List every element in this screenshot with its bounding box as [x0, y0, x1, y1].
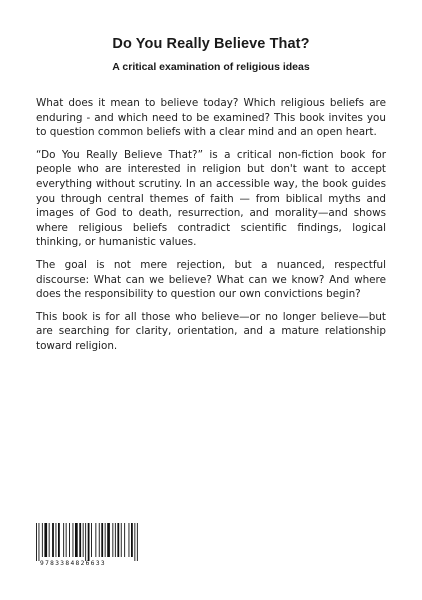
barcode-bar: [99, 523, 100, 557]
barcode-bar: [69, 523, 70, 557]
barcode-bar: [79, 523, 81, 557]
barcode-bar: [131, 523, 133, 557]
barcode-bar: [36, 523, 37, 561]
barcode-bar: [134, 523, 135, 561]
book-subtitle: A critical examination of religious ideas: [112, 61, 310, 73]
barcode-bar: [88, 523, 90, 561]
barcode-bar: [101, 523, 103, 557]
barcode-bar: [117, 523, 119, 557]
barcode-bar: [121, 523, 122, 557]
barcode-bar: [66, 523, 67, 557]
barcode-bar: [58, 523, 60, 557]
isbn-barcode: [34, 523, 144, 571]
barcode-bar: [107, 523, 110, 557]
barcode-bar: [129, 523, 130, 557]
barcode-bar: [39, 523, 40, 561]
barcode-bar: [42, 523, 43, 557]
blurb-paragraph-3: The goal is not mere rejection, but a nuanced, respectful discourse: What can we believe? What can we know? And where does the responsibility to question our own convictions begin?: [36, 258, 386, 301]
barcode-bar: [105, 523, 106, 557]
barcode-bar: [112, 523, 113, 557]
barcode-bar: [83, 523, 84, 557]
barcode-bar: [49, 523, 50, 557]
barcode-bar: [91, 523, 92, 557]
barcode-bar: [95, 523, 96, 557]
barcode-bar: [44, 523, 47, 557]
barcode-bar: [52, 523, 54, 557]
barcode-bar: [115, 523, 116, 557]
back-cover-blurb: [36, 96, 386, 362]
barcode-bar: [63, 523, 64, 557]
barcode-bar: [73, 523, 74, 557]
barcode-bars: [34, 523, 144, 561]
blurb-paragraph-2: “Do You Really Believe That?” is a critical non-fiction book for people who are interested in religion but don't want to accept everything without scrutiny. In an accessible way, the book guides you through central themes of faith — from biblical myths and images of God to death, resurrection, and morality—and shows where religious beliefs contradict scientific findings, logical thinking, or humanistic values.: [36, 148, 386, 249]
book-title: Do You Really Believe That?: [112, 36, 310, 52]
barcode-bar: [137, 523, 138, 561]
isbn-number: 9783384826633: [40, 560, 106, 567]
blurb-paragraph-1: What does it mean to believe today? Which religious beliefs are enduring - and which need to be examined? This book invites you to question common beliefs with a clear mind and an open heart.: [36, 97, 386, 139]
barcode-bar: [75, 523, 78, 557]
blurb-paragraph-4: This book is for all those who believe—or no longer believe—but are searching for clarity, orientation, and a mature relationship toward religion.: [36, 310, 386, 352]
barcode-bar: [85, 523, 86, 561]
barcode-bar: [56, 523, 57, 557]
barcode-bar: [124, 523, 125, 557]
